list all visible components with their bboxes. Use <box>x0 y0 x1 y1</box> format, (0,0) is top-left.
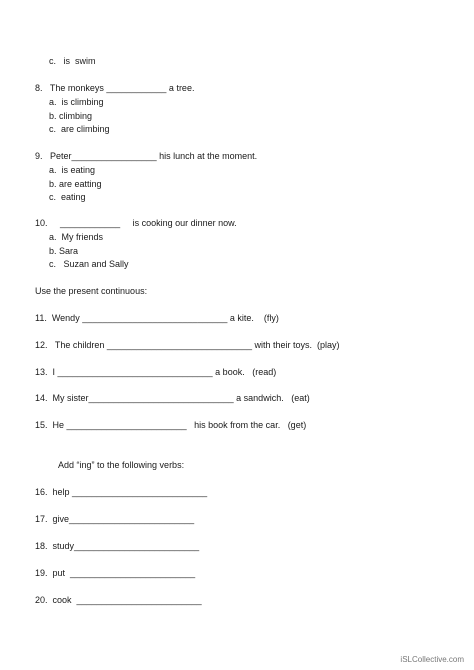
q11-item: 11. Wendy _____________________________ a kite. (fly) <box>35 313 279 323</box>
q8-question: 8. The monkeys ____________ a tree. <box>35 83 195 93</box>
q9-option-a: a. is eating <box>49 165 96 175</box>
q19-item: 19. put _________________________ <box>35 568 196 578</box>
q8-option-a: a. is climbing <box>49 97 104 107</box>
q9-option-c: c. eating <box>49 192 86 202</box>
watermark: iSLCollective.com <box>400 655 464 664</box>
q9-option-b: b. are eatting <box>49 179 102 189</box>
present-continuous-instruction: Use the present continuous: <box>35 286 148 296</box>
q14-item: 14. My sister_____________________________ a sandwich. (eat) <box>35 393 310 403</box>
ing-instruction: Add “ing” to the following verbs: <box>58 460 185 470</box>
q18-item: 18. study_________________________ <box>35 541 200 551</box>
q9-question: 9. Peter_________________ his lunch at the moment. <box>35 151 258 161</box>
q20-item: 20. cook _________________________ <box>35 595 202 605</box>
q10-option-c: c. Suzan and Sally <box>49 259 129 269</box>
q7-option-c: c. is swim <box>49 56 96 66</box>
q15-item: 15. He ________________________ his book from the car. (get) <box>35 420 307 430</box>
q8-option-b: b. climbing <box>49 111 93 121</box>
q17-item: 17. give_________________________ <box>35 514 195 524</box>
q12-item: 12. The children _____________________________ with their toys. (play) <box>35 340 340 350</box>
q13-item: 13. I _______________________________ a book. (read) <box>35 367 277 377</box>
q10-question: 10. ____________ is cooking our dinner now. <box>35 218 237 228</box>
q10-option-a: a. My friends <box>49 232 104 242</box>
q16-item: 16. help ___________________________ <box>35 487 208 497</box>
q8-option-c: c. are climbing <box>49 124 110 134</box>
q10-option-b: b. Sara <box>49 246 79 256</box>
